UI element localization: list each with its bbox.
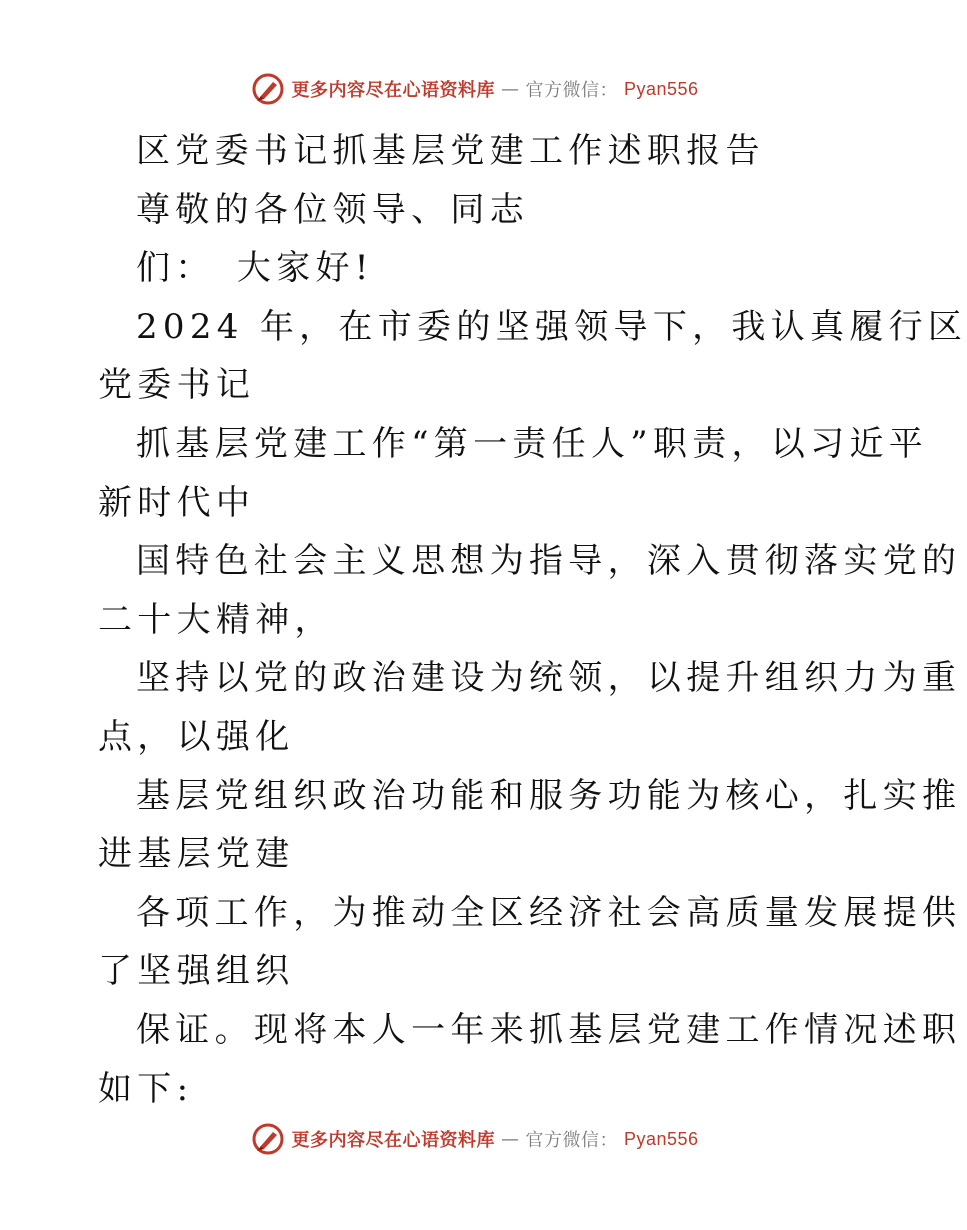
greeting-line: 们： 大家好! [136, 248, 374, 289]
watermark-main-text: 更多内容尽在心语资料库 [291, 1130, 495, 1151]
watermark-main-text: 更多内容尽在心语资料库 [291, 80, 495, 101]
paragraph-line: 各项工作，为推动全区经济社会高质量发展提供 [136, 892, 962, 933]
paragraph-line: 点，以强化 [98, 716, 295, 757]
watermark-header [0, 72, 950, 106]
pen-logo-icon [251, 1122, 285, 1156]
paragraph-line: 进基层党建 [98, 834, 295, 875]
paragraph-line: 了坚强组织 [98, 951, 295, 992]
paragraph-line: 基层党组织政治功能和服务功能为核心，扎实推 [136, 775, 962, 816]
paragraph-line: 抓基层党建工作“第一责任人”职责，以习近平 [136, 423, 929, 464]
pen-logo-icon [251, 72, 285, 106]
paragraph-line: 坚持以党的政治建设为统领，以提升组织力为重 [136, 658, 962, 699]
salutation-line: 尊敬的各位领导、同志 [136, 189, 529, 230]
paragraph-line: 党委书记 [98, 365, 256, 406]
watermark-dash: — [500, 1128, 520, 1150]
watermark-id: Pyan556 [623, 1128, 699, 1149]
paragraph-line: 二十大精神， [98, 599, 334, 640]
document-body [98, 122, 967, 1118]
watermark-sub-text: 官方微信： [525, 1130, 618, 1151]
paragraph-line: 2024 年，在市委的坚强领导下，我认真履行区 [136, 306, 967, 347]
document-title: 区党委书记抓基层党建工作述职报告 [136, 131, 765, 171]
watermark-sub-text: 官方微信： [525, 80, 618, 101]
watermark-footer [0, 1122, 950, 1156]
paragraph-line: 如下: [98, 1068, 194, 1109]
paragraph-line: 新时代中 [98, 482, 256, 523]
watermark-dash: — [500, 78, 520, 100]
paragraph-line: 保证。现将本人一年来抓基层党建工作情况述职 [136, 1009, 962, 1050]
watermark-id: Pyan556 [623, 78, 699, 99]
paragraph-line: 国特色社会主义思想为指导，深入贯彻落实党的 [136, 541, 962, 582]
